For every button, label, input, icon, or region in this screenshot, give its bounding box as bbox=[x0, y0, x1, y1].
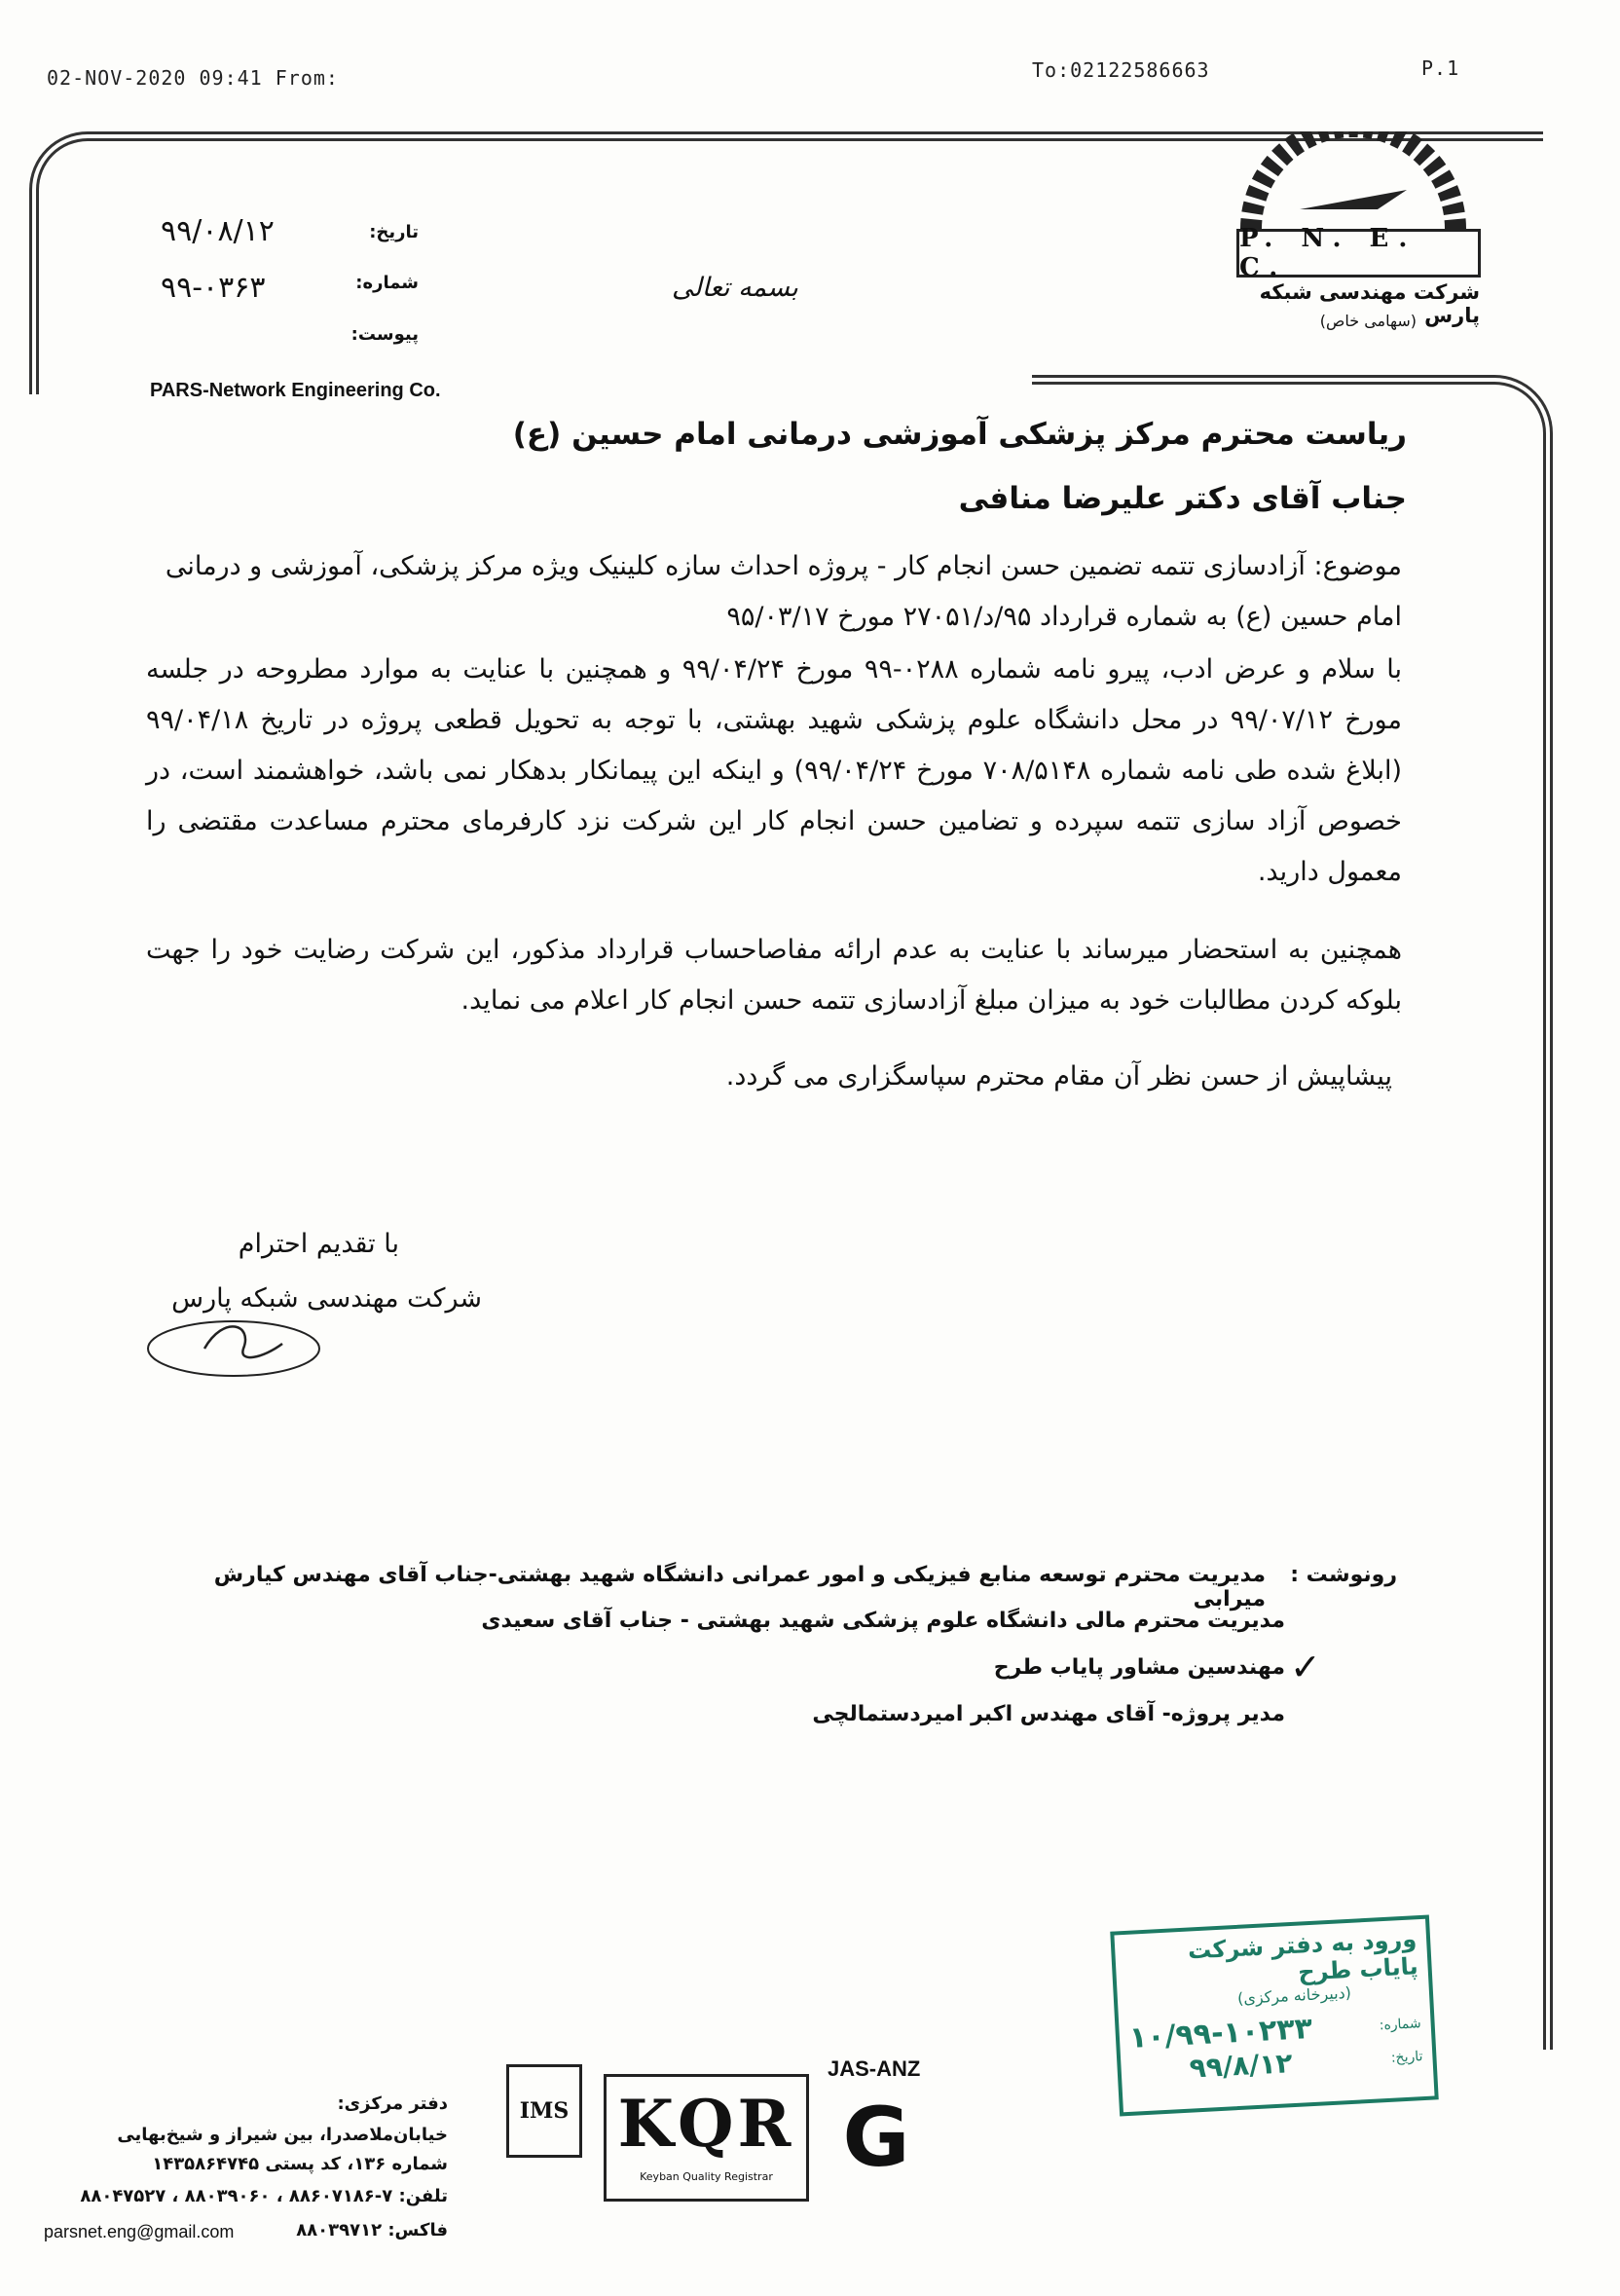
stamp-number-value: ۱۰/۹۹-۱۰۲۳۳ bbox=[1128, 2012, 1313, 2055]
kqr-logo-subtext: Keyban Quality Registrar bbox=[640, 2170, 773, 2183]
stamp-date-label: تاریخ: bbox=[1390, 2048, 1423, 2066]
cc-item-3: مهندسین مشاور پایاب طرح bbox=[993, 1655, 1285, 1680]
office-label: دفتر مرکزی: bbox=[337, 2093, 448, 2114]
office-email: parsnet.eng@gmail.com bbox=[44, 2222, 235, 2241]
company-name-fa: شرکت مهندسی شبکه پارس bbox=[1259, 280, 1480, 327]
date-label: تاریخ: bbox=[369, 222, 419, 242]
office-address-1: خیابان‌ملاصدرا، بین شیراز و شیخ‌بهایی bbox=[117, 2125, 448, 2145]
company-logo-text: P. N. E. C. bbox=[1236, 229, 1481, 278]
fax-datetime: 02-NOV-2020 09:41 From: bbox=[47, 66, 339, 90]
cc-item-1: مدیریت محترم توسعه منابع فیزیکی و امور عمرانی دانشگاه شهید بهشتی-جناب آقای مهندس کیارش میرابی bbox=[213, 1563, 1266, 1611]
signature-company: شرکت مهندسی شبکه پارس bbox=[171, 1283, 482, 1314]
cc-label: رونوشت : bbox=[1290, 1563, 1397, 1587]
ims-cert-logo: IMS bbox=[506, 2064, 582, 2158]
number-label: شماره: bbox=[355, 273, 419, 293]
stamp-title: ورود به دفتر شرکت پایاب طرح bbox=[1187, 1925, 1419, 1986]
kqr-cert-logo bbox=[604, 2074, 809, 2202]
kqr-logo-text: KQR bbox=[617, 2086, 795, 2162]
letter-paragraph-1: با سلام و عرض ادب، پیرو نامه شماره ۰۲۸۸-۹۹ مورخ ۹۹/۰۴/۲۴ و همچنین با عنایت به موارد مطروحه در جلسه مورخ ۹۹/۰۷/۱۲ در محل دانشگاه علوم پزشکی شهید بهشتی، با توجه به تحویل قطعی پروژه در تاریخ ۹۹/۰۴/۱۸ (ابلاغ شده طی نامه شماره ۷۰۸/۵۱۴۸ مورخ ۹۹/۰۴/۲۴) و اینکه این پیمانکار بدهکار نمی باشد، خواهشمند است، در خصوص آزاد سازی تتمه سپرده و تضامین حسن انجام کار این شرکت نزد کارفرمای محترم مساعدت مقتضی را معمول دارید. bbox=[146, 654, 1403, 887]
signature-closing: با تقدیم احترام bbox=[238, 1229, 399, 1259]
stamp-number-label: شماره: bbox=[1379, 2015, 1422, 2033]
invocation: بسمه تعالی bbox=[672, 273, 798, 303]
letter-subject: موضوع: آزادسازی تتمه تضمین حسن انجام کار - پروژه احداث سازه کلینیک ویژه مرکز پزشکی، آموزشی و درمانی امام حسین (ع) به شماره قرارداد ۹۵/د/۲۷۰۵۱ مورخ ۹۵/۰۳/۱۷ bbox=[165, 551, 1402, 632]
fax-page: P.1 bbox=[1421, 56, 1460, 80]
jas-anz-logo: G bbox=[842, 2090, 910, 2185]
company-type-fa: (سهامی خاص) bbox=[1319, 312, 1417, 330]
date-value: ۹۹/۰۸/۱۲ bbox=[161, 214, 275, 248]
recipient-title: ریاست محترم مرکز پزشکی آموزشی درمانی امام حسین (ع) bbox=[512, 417, 1407, 452]
company-name-en: PARS-Network Engineering Co. bbox=[144, 380, 447, 402]
check-mark-icon: ✓ bbox=[1290, 1646, 1321, 1688]
jas-anz-label: JAS-ANZ bbox=[828, 2056, 921, 2081]
office-fax: فاکس: ۸۸۰۳۹۷۱۲ bbox=[296, 2220, 448, 2240]
cc-item-2: مدیریت محترم مالی دانشگاه علوم پزشکی شهید بهشتی - جناب آقای سعیدی bbox=[481, 1609, 1285, 1633]
stamp-subtitle: (دبیرخانه مرکزی) bbox=[1236, 1982, 1352, 2008]
received-stamp bbox=[1110, 1915, 1438, 2117]
letter-paragraph-3: پیشاپیش از حسن نظر آن مقام محترم سپاسگزاری می گردد. bbox=[725, 1061, 1392, 1092]
company-logo-gear bbox=[1232, 131, 1475, 229]
attachment-label: پیوست: bbox=[350, 324, 419, 345]
number-value: ۹۹-۰۳۶۳ bbox=[161, 271, 266, 305]
recipient-name: جناب آقای دکتر علیرضا منافی bbox=[958, 481, 1407, 516]
letter-paragraph-2: همچنین به استحضار میرساند با عنایت به عدم ارائه مفاصاحساب قرارداد مذکور، این شرکت رضایت خود را جهت بلوکه کردن مطالبات خود به میزان مبلغ آزادسازی تتمه حسن انجام کار اعلام می نماید. bbox=[146, 935, 1402, 1016]
stamp-date-value: ۹۹/۸/۱۲ bbox=[1188, 2047, 1294, 2085]
office-phone: تلفن: ۷-۸۸۶۰۷۱۸۶ ، ۸۸۰۳۹۰۶۰ ، ۸۸۰۴۷۵۲۷ bbox=[80, 2186, 448, 2206]
signature-scribble bbox=[146, 1305, 341, 1383]
cc-item-4: مدیر پروژه- آقای مهندس اکبر امیردستمالچی bbox=[812, 1702, 1285, 1726]
fax-to: To:02122586663 bbox=[1032, 58, 1210, 82]
office-address-2: شماره ۱۳۶، کد پستی ۱۴۳۵۸۶۴۷۴۵ bbox=[152, 2154, 448, 2174]
